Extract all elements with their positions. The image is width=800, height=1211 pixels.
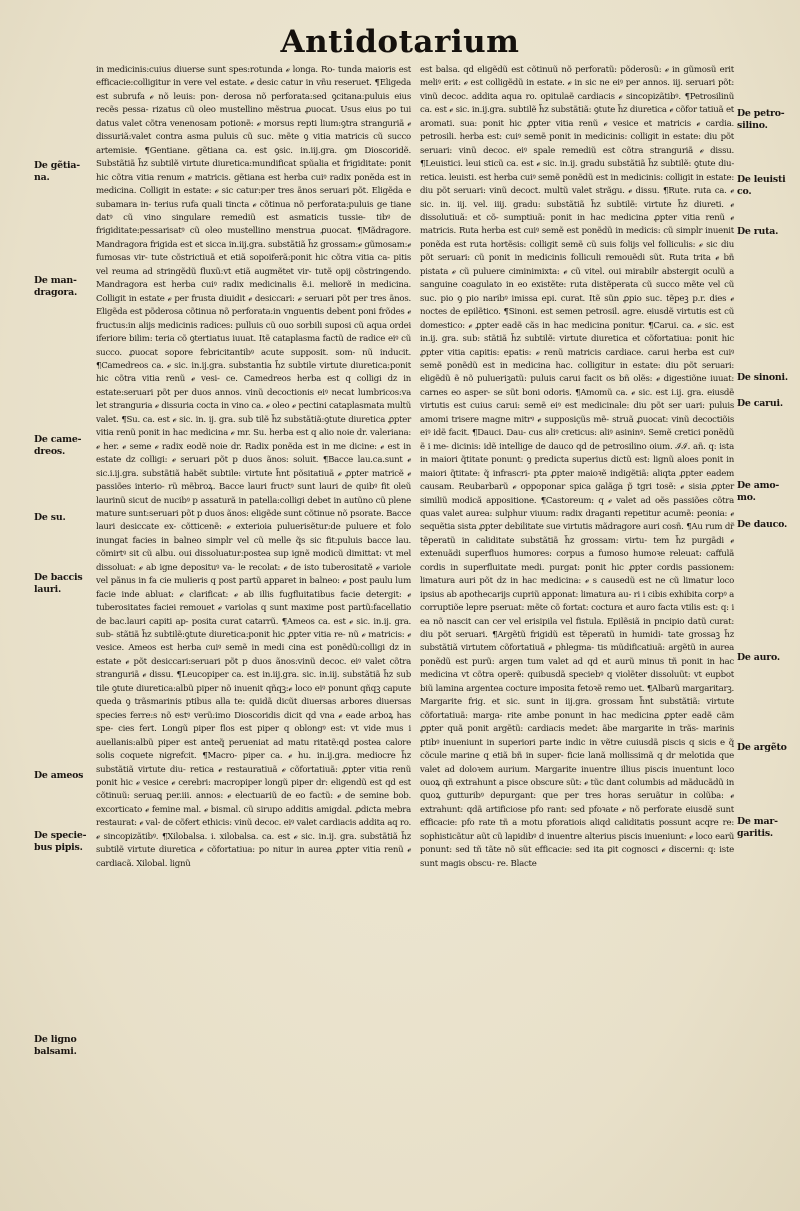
marginal-note-ligno-balsami: De ligno balsami.: [34, 1034, 77, 1057]
right-text-column: [420, 64, 734, 871]
marginal-note-ruta: De ruta.: [737, 226, 779, 237]
marginal-note-speciebus-piperis: De specie- bus pipis.: [34, 830, 87, 853]
marginal-note-carui: De carui.: [737, 398, 783, 409]
marginal-note-auro: De auro.: [737, 652, 780, 663]
marginal-note-baccis-lauri: De baccis lauri.: [34, 572, 83, 595]
marginal-note-dauco: De dauco.: [737, 519, 788, 530]
left-column-text: in medicinis:cuius diuerse sunt spes:rotunda ℯ longa. Ro- tunda maioris est efficacie:colligitur in vere vel estate. ℯ desic catur in vñu reseruet. ¶Eligeda est subrufa ℯ nõ leuis: pon- derosa nõ perforata:sed ꝯcitana:puluis eius recẽs pessa- rizatus cũ oleo mustellino mẽstrua ꝓuocat. Usus eius po tui datus valet cõtra venenosam potionẽ: ℯ morsus repti lium:ꝯtra stranguriã ℯ dissuriã:valet contra asma puluis cũ suc. mẽte ꝯ vitia matricis cũ succo artemisie. ¶Gentiane. gẽtiana ca. est ꝯsic. in.iij.gra. ꝯm Dioscoridẽ. Substãtiã h̃z subtilẽ virtute diuretica:mundificat spũalia et frigiditate: ponit hic cõtra vitia renum ℯ matricis. gẽtiana est herba cuiꝰ radix ponẽda est in medicina. Colligit in estate: ℯ sic catur:per tres ãnos seruari põt. Eligẽda e subamara in- terius rufa quali tincta ℯ cõtinua nõ perforata:puluis ge tiane datꝰ cũ vino singulare remediũ est asmaticis tussie- tibꝰ de frigiditate:pessarisatꝰ cũ oleo mustellino menstrua ꝓuocat. ¶Mãdragore. Mandragora frigida est et sicca in.iij.gra. substãtiã h̃z grossam:ℯ gũmosam:ℯ fumosas vir- tute cõstrictiuã et etiã sopoiferã:ponit hic cõtra vitia ca- pitis vel reuma ad stringẽdũ fluxũ:vt etiã augmẽtet vir- tutẽ opij cõstringendo. Mandragora est herba cuiꝰ radix medicinalis ẽ.i. meliorẽ in medicina. Colligit in estate ℯ per frusta diuidit ℯ desiccari: ℯ seruari põt per tres ãnos. Eligẽda est põderosa cõtinua nõ perforata:in vnguentis debent poni frõdes ℯ fructus:in alijs medicinis radices: pulluis cũ ouo sorbili suposi cũ aqua ordei iferiore bilim: teria cõ ꝯtertiatus iuuat. Itẽ cataplasma factũ de radice eiꝰ cũ succo. ꝓuocat sopore febricitantibꝰ acute supposit. som- nũ inducit. ¶Camedreos ca. ℯ sic. in.ij.gra. substantia h̃z subtile virtute diuretica:ponit hic cõtra vitia renũ ℯ vesi- ce. Camedreos herba est q colligi dz in estate:seruari põt per duos annos. vinũ decoctionis eiꝰ necat lumbricos:va let stranguria ℯ dissuria cocta in vino ca. ℯ oleo ℯ pectini cataplasmata multũ valet. ¶Su. ca. est ℯ sic. in. ij. gra. sub tilẽ h̃z substãtiã:ꝯtute diuretica ꝓpter vitia renũ ponit in hac medicina ℯ mr. Su. herba est q alio noie dr. valeriana: ℯ her. ℯ seme ℯ radix eodẽ noie dr. Radix ponẽda est in me dicine: ℯ est in estate dz colligi: ℯ seruari põt p duos ãnos: soluit. ¶Bacce lau.ca.sunt ℯ sic.i.ij.gra. substãtiã habẽt subtile: virtute h̃nt põsitatiuã ℯ ꝓpter matricẽ ℯ passiões interio- rũ mẽbroꝝ. Bacce lauri fructꝰ sunt lauri de quibꝰ fit oleũ laurinũ sicut de nucibꝰ p assaturã in patella:colligi debet in autũno cũ plene mature sunt:seruari põt p duos ãnos: eligẽde sunt cõtinue nõ psorate. Bacce lauri desiccate ex- cõtticenẽ: ℯ exterioia puluerisẽtur:de puluere et folo inungat facies in balneo simplr vel cũ melle q̃s sic fit:puluis bacce lau. cõmirtꝰ sit cũ albu. oui dissoluatur:postea sup ignẽ modicũ dimittat: vt mel dissoluat: ℯ ab igne deposituꝰ va- le recolat: ℯ de isto tuberositatẽ ℯ variole vel pãnus in fa cie mulieris q post partũ apparet in balneo: ℯ post paulu lum facie inde abluat: ℯ clarificat: ℯ ab illis fugfluitatibus facie detergit: ℯ tuberositates faciei remouet ℯ variolas q sunt maxime post partũ:facellatio de bac.lauri capiti ap- posita curat catarrũ. ¶Ameos ca. est ℯ sic. in.ij. gra. sub- stãtiã h̃z subtilẽ:ꝯtute diuretica:ponit hic ꝓpter vitia re- nũ ℯ matricis: ℯ vesice. Ameos est herba cuiꝰ semẽ in medi cina est ponẽdũ:colligi dz in estate ℯ põt desiccari:seruari põt p duos ãnos:vinũ decoc. eiꝰ valet cõtra stranguriã ℯ dissu. ¶Leucopiper ca. est in.iij.gra. sic. in.iij. substãtiã h̃z sub tile ꝯtute diuretica:albũ piper nõ inuenit qñqꝫ:ℯ loco eiꝰ ponunt qñqꝫ capute queda ꝯ trãsmarinis ptibus alla te: quidã dicũt diuersas arbores diuersas species ferre:s nõ estꝰ verũ:imo Dioscoridis dicit qd vna ℯ eade arboꝝ has spe- cies fert. Longũ piper flos est piper q oblongꝰ est: vt vide mus i auellanis:albũ piper est anteq̃ perueniat ad matu ritatẽ:qd postea calore solis coquete nigrefcit. ¶Macro- piper ca. ℯ hu. in.ij.gra. mediocre h̃z substãtiã virtute diu- retica ℯ restauratiuã ℯ cõfortatiuã: ꝓpter vitia renũ ponit hic ℯ vesice ℯ cerebri: macropiper longũ piper dr: eligendũ est qd est cõtinuũ: seruaꝗ per.iii. annos: ℯ electuariũ de eo factũ: ℯ de semine bob. excorticato ℯ femine mal. ℯ bismal. cũ sirupo additis amigdal. ꝓdicta mebra restaurat: ℯ val- de cõfert ethicis: vinũ decoc. eiꝰ valet cardiacis addita aq ro. ℯ sincopizãtibꝰ. ¶Xilobalsa. i. xilobalsa. ca. est ℯ sic. in.ij. gra. substãtiã h̃z subtilẽ virtute diuretica ℯ cõfortatiua: po nitur in aurea ꝓpter vitia renũ ℯ cardiacã. Xilobal. lignũ: [96, 65, 411, 869]
left-text-column: [96, 64, 411, 871]
marginal-note-margaritis: De mar- garitis.: [737, 816, 778, 839]
marginal-note-petrosilino: De petro- silino.: [737, 108, 785, 131]
marginal-note-camedreos: De came- dreos.: [34, 434, 82, 457]
marginal-note-sinoni: De sinoni.: [737, 372, 788, 383]
marginal-note-amomo: De amo- mo.: [737, 480, 780, 503]
right-column-text: est balsa. qd eligẽdũ est cõtinuũ nõ perforatũ: põderosũ: ℯ in gũmosũ erit meliꝰ erit: ℯ est colligẽdũ in estate. ℯ in sic ne eiꝰ per annos. iij. seruari põt: vinũ decoc. addita aqua ro. opitulaẽ cardiacis ℯ sincopizãtibꝰ. ¶Petrosilinũ ca. est ℯ sic. in.ij.gra. subtilẽ h̃z substãtiã: ꝯtute h̃z diuretica ℯ cõfor tatiuã et aromati. sua: ponit hic ꝓpter vitia renũ ℯ vesice et matricis ℯ cardia. petrosili. herba est: cuiꝰ semẽ ponit in medicinis: colligit in estate: diu põt seruari: vinũ decoc. eiꝰ spale remediũ est cõtra stranguriã ℯ dissu. ¶Leuistici. leui sticũ ca. est ℯ sic. in.ij. gradu substãtiã h̃z subtilẽ: ꝯtute diu- retica. leuisti. est herba cuiꝰ semẽ ponẽdũ est in medicinis: colligit in estate: diu põt seruari: vinũ decoct. multũ valet strãgu. ℯ dissu. ¶Rute. ruta ca. ℯ sic. in. iij. vel. iiij. gradu: substãtiã h̃z subtilẽ: virtute h̃z diureti. ℯ dissolutiuã: et cõ- sumptiuã: ponit in hac medicina ꝓpter vitia renũ ℯ matricis. Ruta herba est cuiꝰ semẽ est ponẽdũ in medicis: cũ simplr inuenit ponẽda est ruta hortẽsis: colligit semẽ cũ suis folijs vel folliculis: ℯ sic diu põt seruari: cũ ponit in medicinis folliculi remouẽdi sũt. Ruta trita ℯ bñ pistata ℯ cũ puluere ciminimixta: ℯ cũ vitel. oui mirabilr abstergit oculũ a sanguine coagulato in eo existẽte: ruta distẽperata cũ succo mẽte vel cũ suc. pio ꝯ pio naribꝰ imissa epi. curat. Itẽ sũn ꝓpio suc. tẽpeꝫ p.r. dies ℯ noctes de epilẽtico. ¶Sinoni. est semen petrosil. agre. eiusdẽ virtutis est cũ domestico: ℯ ꝓpter eadẽ cãs in hac medicina ponitur. ¶Carui. ca. ℯ sic. est in.ij. gra. sub: stãtiã h̃z subtilẽ: virtute diuretica et cõfortatiua: ponit hic ꝓpter vitia capitis: epatis: ℯ renũ matricis cardiace. carui herba est cuiꝰ semẽ ponẽdũ est in medicina hac. colligitur in estate: diu põt seruari: eligẽdũ ẽ nõ pulueriꝫatũ: puluis carui facit os bñ olẽs: ℯ digestiõne iuuat: carnes eo asper- se sũt boni odoris. ¶Amomũ ca. ℯ sic. est i.ij. gra. eiusdẽ virtutis est cuius carui: semẽ eiꝰ est medicinale: diu põt ser uari: puluis amomi trisere magne mitrꝰ ℯ supposiçũs mẽ- struã ꝓuocat: vinũ decoctiõis eiꝰ idẽ facit. ¶Dauci. Dau- cus aliꝰ creticus: aliꝰ asininꝰ. Semẽ cretici ponẽdũ ẽ i me- dicinis: idẽ intellige de dauco qd de petrosilino oium. ℐℐ. añ. q: ista in maiori q̃titate ponunt: ꝯ predicta superius dictũ est: lignũ aloes ponit in maiori q̃titate: q̃ infrascri- pta ꝓpter maioꝛẽ indigẽtiã: aliqta ꝓpter eadem causam. Reubarbarũ ℯ oppoponar spica galãga p̃ tgri tosẽ: ℯ sisia ꝓpter similiũ modicã appositione. ¶Castoreum: q ℯ valet ad oẽs passiões cõtra quas valet aurea: sulphur viuum: radix draganti repetitur acumẽ: peonia: ℯ sequẽtia sista ꝓpter debilitate sue virtutis mãdragore auri cosñ. ¶Au rum dr̃ tẽperatũ in caliditate substãtiã h̃z grossam: virtu- tem h̃z purgãdi ℯ extenuãdi superfluos humores: corpus a fumoso humoꝛe releuat: caffulã cordis in superfluitate medi. purgat: ponit hic ꝓpter cordis passionem: limatura auri põt dz in hac medicina: ℯ s causedũ est ne cũ limatur loco ipsius ab apothecarijs cupriũ apponat: limatura au- ri i cibis exhibita corpꝰ a corruptiõe lepre pseruat: mẽte cõ fortat: coctura et auro facta vtilis est: q: i ea nõ nascit can cer vel erisipila vel fistula. Epilẽsiã in pncipio datũ curat: diu põt seruari. ¶Argẽtũ frigidũ est tẽperatũ in humidi- tate grossaꝫ h̃z substãtiã virtutem cõfortatiuã ℯ phlegma- tis mũdificatiuã: argẽtũ in aurea ponẽdũ est purũ: argen tum valet ad qd et aurũ minus tñ ponit in hac medicina vt cõtra operẽ: quibusdã speciebꝰ q violẽter dissoluũt: vt eupbot biũ lamina argentea cocture imposita fetoꝛẽ remo uet. ¶Albarũ margaritarꝫ. Margarite frig. et sic. sunt in iij.gra. grossam h̃nt substãtiã: virtute cõfortatiuã: marga- rite ambe ponunt in hac medicina ꝓpter eadẽ cãm ꝓpter quã ponit argẽtũ: cardiacis medet: ãbe margarite in trãs- marinis ptibꝰ inueniunt in superiori parte indic in vẽtre cuiusdã piscis q sicis e q̃ cõcule marine q etiã bñ in super- ficie lanã mollissimã q dr melotida que valet ad doloꝛem aurium. Margarite inuentre illius piscis inuentunt loco ouoꝝ qñ extrahunt a pisce obscure sũt: ℯ tũc dant columbis ad mãducãdũ in quoꝝ gutturibꝰ depurgant: que per tres horas seruãtur in colũba: ℯ extrahunt: qdã artificiose pfo rant: sed pfoꝛate ℯ nõ perforate eiusdẽ sunt efficacie: pfo rate tñ a motu pforatiois aliqd caliditatis possunt acqre re: sophisticãtur aũt cũ lapidibꝰ d inuentre alterius piscis inueniunt: ℯ loco earũ ponunt: sed tñ tãte nõ sũt efficacie: sed ita ꝑit cognosci ℯ discerni: q: iste sunt magis obscu- re. Blacte: [420, 65, 734, 869]
marginal-note-ameos: De ameos: [34, 770, 84, 781]
running-title: Antidotarium: [280, 24, 520, 60]
marginal-note-mandragora: De man- dragora.: [34, 275, 78, 298]
marginal-note-su: De su.: [34, 512, 66, 523]
marginal-note-leuistico: De leuisti co.: [737, 174, 786, 197]
marginal-note-argento: De argẽto: [737, 742, 787, 753]
marginal-note-gentiana: De gẽtia- na.: [34, 160, 80, 183]
